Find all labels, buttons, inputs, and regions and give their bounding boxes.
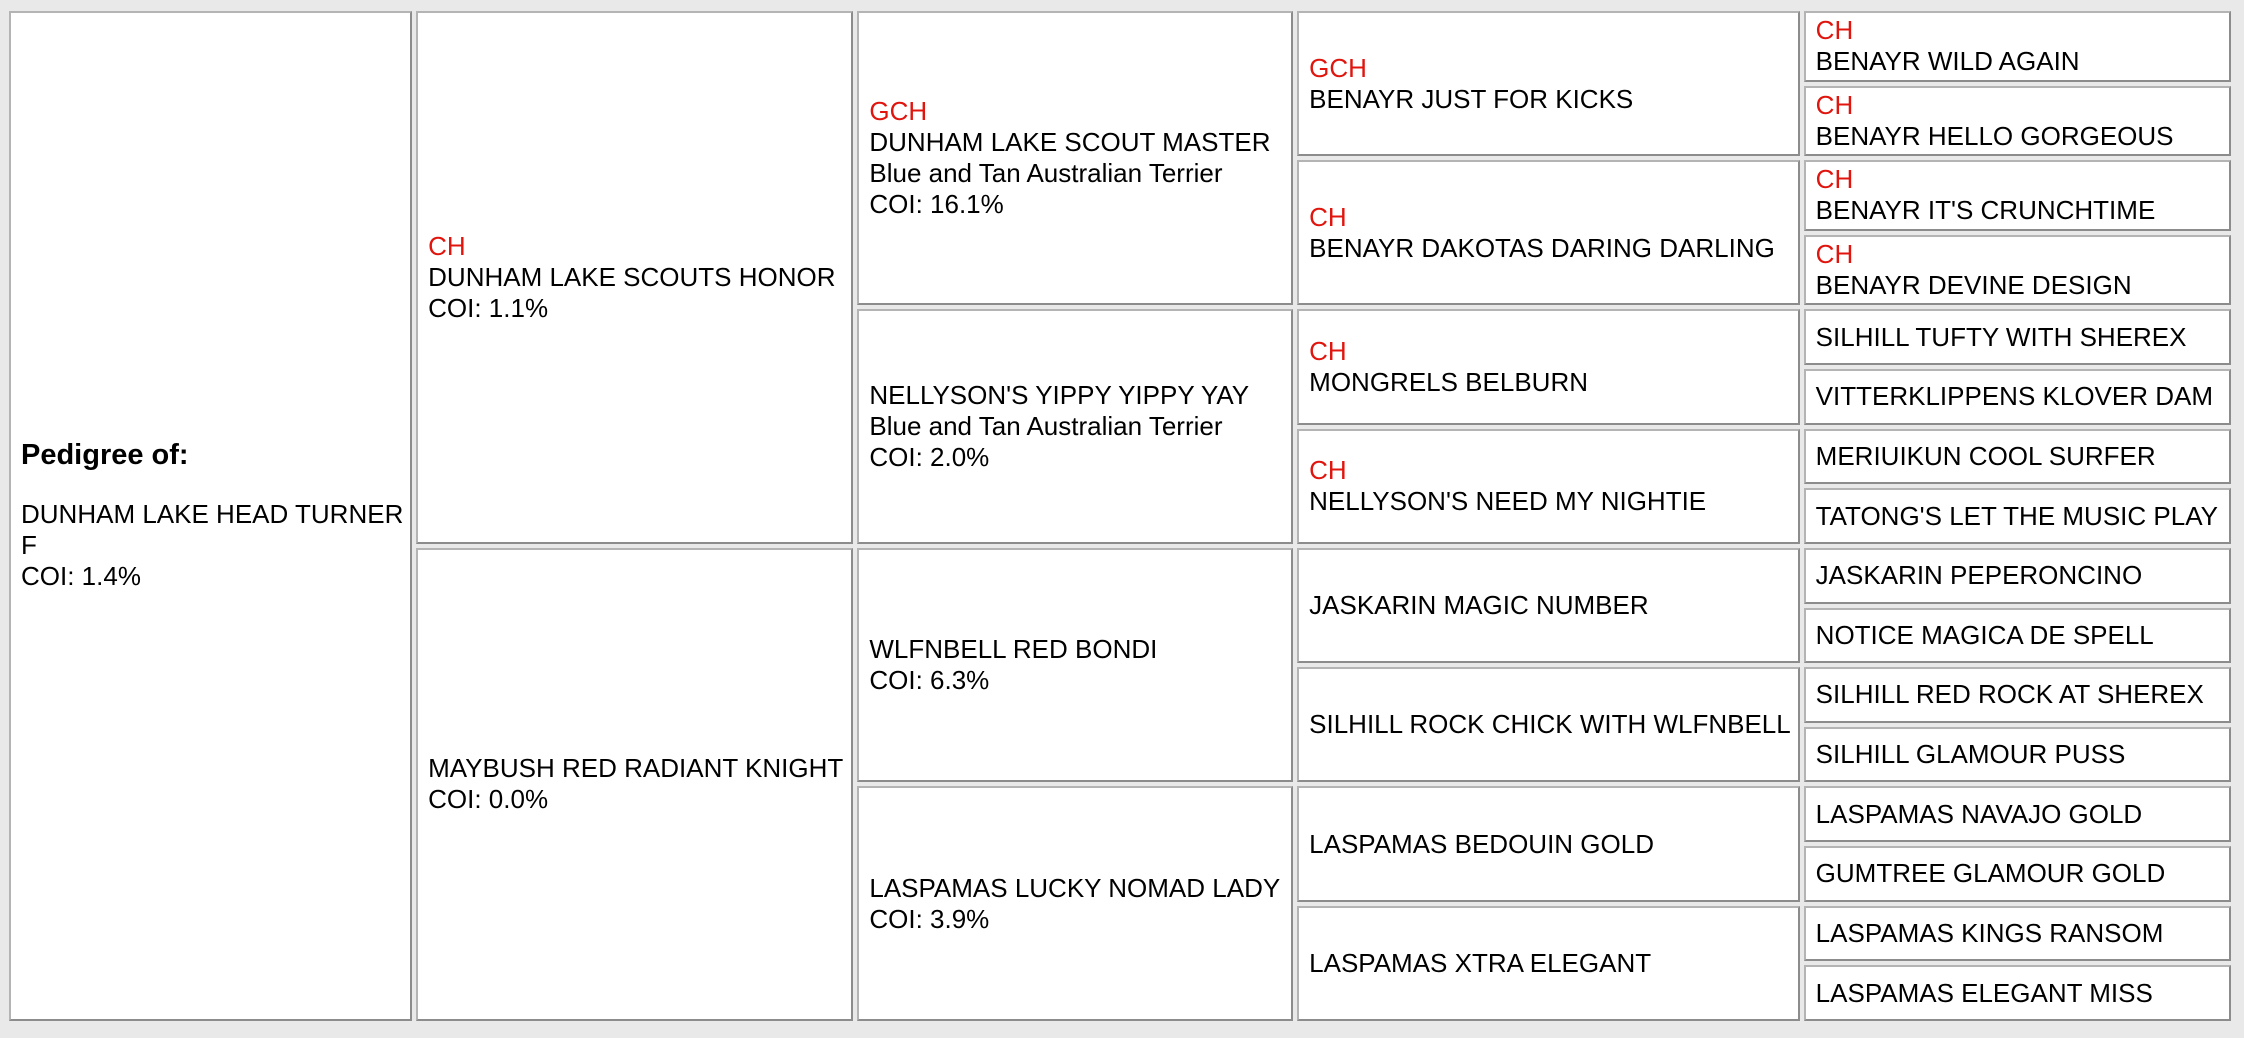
ggg-15-name[interactable]: LASPAMAS KINGS RANSOM bbox=[1815, 917, 2164, 948]
great-great-grandparent-cell-2 bbox=[1804, 86, 2231, 157]
subject-name[interactable]: DUNHAM LAKE HEAD TURNER bbox=[21, 499, 404, 529]
page-bottom-strip bbox=[0, 1024, 2244, 1038]
great-great-grandparent-cell-6 bbox=[1804, 369, 2231, 425]
grandparent-cell-1 bbox=[857, 11, 1293, 305]
ggg-16-name[interactable]: LASPAMAS ELEGANT MISS bbox=[1815, 977, 2153, 1008]
great-grandparent-4-name[interactable]: NELLYSON'S NEED MY NIGHTIE bbox=[1309, 486, 1707, 517]
grandparent-4-name[interactable]: LASPAMAS LUCKY NOMAD LADY bbox=[869, 872, 1281, 903]
great-great-grandparent-cell-16 bbox=[1804, 965, 2231, 1021]
ggg-9-name[interactable]: JASKARIN PEPERONCINO bbox=[1815, 560, 2143, 591]
grandparent-3-coi: COI: 6.3% bbox=[869, 665, 990, 696]
great-great-grandparent-cell-8 bbox=[1804, 488, 2231, 544]
great-grandparent-cell-5 bbox=[1297, 548, 1800, 663]
ggg-5-name[interactable]: SILHILL TUFTY WITH SHEREX bbox=[1815, 321, 2187, 352]
great-grandparent-1-name[interactable]: BENAYR JUST FOR KICKS bbox=[1309, 83, 1634, 114]
ggg-6-name[interactable]: VITTERKLIPPENS KLOVER DAM bbox=[1815, 381, 2213, 412]
great-great-grandparent-cell-11 bbox=[1804, 667, 2231, 723]
great-great-grandparent-cell-1 bbox=[1804, 11, 2231, 82]
great-grandparent-8-name[interactable]: LASPAMAS XTRA ELEGANT bbox=[1309, 947, 1652, 978]
great-grandparent-cell-7 bbox=[1297, 786, 1800, 901]
great-grandparent-cell-8 bbox=[1297, 906, 1800, 1021]
great-great-grandparent-cell-4 bbox=[1804, 235, 2231, 306]
sire-coi: COI: 1.1% bbox=[428, 292, 549, 323]
great-great-grandparent-cell-10 bbox=[1804, 608, 2231, 664]
pedigree-heading: Pedigree of: bbox=[21, 439, 189, 471]
sire-name[interactable]: DUNHAM LAKE SCOUTS HONOR bbox=[428, 261, 836, 292]
great-grandparent-cell-3 bbox=[1297, 309, 1800, 424]
grandparent-1-coi: COI: 16.1% bbox=[869, 189, 1004, 220]
great-great-grandparent-cell-12 bbox=[1804, 727, 2231, 783]
great-grandparent-4-title: CH bbox=[1309, 455, 1347, 486]
great-grandparent-3-name[interactable]: MONGRELS BELBURN bbox=[1309, 367, 1588, 397]
grandparent-cell-4 bbox=[857, 786, 1293, 1021]
subject-coi: COI: 1.4% bbox=[21, 561, 141, 591]
sire-cell bbox=[416, 11, 853, 544]
ggg-1-title: CH bbox=[1815, 15, 1854, 46]
sire-title: CH bbox=[428, 230, 466, 261]
ggg-3-title: CH bbox=[1815, 164, 1854, 195]
dam-cell bbox=[416, 548, 853, 1021]
great-great-grandparent-cell-9 bbox=[1804, 548, 2231, 604]
great-grandparent-cell-6 bbox=[1297, 667, 1800, 782]
ggg-14-name[interactable]: GUMTREE GLAMOUR GOLD bbox=[1815, 858, 2166, 889]
grandparent-cell-3 bbox=[857, 548, 1293, 783]
dam-name[interactable]: MAYBUSH RED RADIANT KNIGHT bbox=[428, 753, 844, 784]
grandparent-2-coi: COI: 2.0% bbox=[869, 442, 990, 473]
great-great-grandparent-cell-7 bbox=[1804, 429, 2231, 485]
ggg-8-name[interactable]: TATONG'S LET THE MUSIC PLAY bbox=[1815, 500, 2218, 531]
great-grandparent-cell-1 bbox=[1297, 11, 1800, 156]
grandparent-1-name[interactable]: DUNHAM LAKE SCOUT MASTER bbox=[869, 127, 1271, 158]
ggg-12-name[interactable]: SILHILL GLAMOUR PUSS bbox=[1815, 739, 2126, 770]
grandparent-1-breed: Blue and Tan Australian Terrier bbox=[869, 158, 1223, 189]
ggg-1-name[interactable]: BENAYR WILD AGAIN bbox=[1815, 46, 2080, 77]
great-grandparent-7-name[interactable]: LASPAMAS BEDOUIN GOLD bbox=[1309, 828, 1654, 859]
subject-sex: F bbox=[21, 530, 37, 560]
great-grandparent-3-title: CH bbox=[1309, 336, 1347, 366]
great-grandparent-2-name[interactable]: BENAYR DAKOTAS DARING DARLING bbox=[1309, 232, 1775, 263]
great-grandparent-6-name[interactable]: SILHILL ROCK CHICK WITH WLFNBELL bbox=[1309, 709, 1791, 740]
subject-cell bbox=[9, 11, 412, 1021]
ggg-2-name[interactable]: BENAYR HELLO GORGEOUS bbox=[1815, 120, 2174, 151]
ggg-4-name[interactable]: BENAYR DEVINE DESIGN bbox=[1815, 270, 2132, 301]
great-grandparent-cell-2 bbox=[1297, 160, 1800, 305]
grandparent-2-name[interactable]: NELLYSON'S YIPPY YIPPY YAY bbox=[869, 380, 1250, 411]
great-great-grandparent-cell-14 bbox=[1804, 846, 2231, 902]
ggg-2-title: CH bbox=[1815, 89, 1854, 120]
grandparent-1-title: GCH bbox=[869, 96, 928, 127]
ggg-4-title: CH bbox=[1815, 239, 1854, 270]
grandparent-cell-2 bbox=[857, 309, 1293, 544]
great-great-grandparent-cell-13 bbox=[1804, 786, 2231, 842]
dam-coi: COI: 0.0% bbox=[428, 784, 549, 815]
ggg-7-name[interactable]: MERIUIKUN COOL SURFER bbox=[1815, 440, 2156, 471]
grandparent-4-coi: COI: 3.9% bbox=[869, 903, 990, 934]
ggg-3-name[interactable]: BENAYR IT'S CRUNCHTIME bbox=[1815, 195, 2156, 226]
grandparent-3-name[interactable]: WLFNBELL RED BONDI bbox=[869, 634, 1158, 665]
great-grandparent-5-name[interactable]: JASKARIN MAGIC NUMBER bbox=[1309, 590, 1649, 620]
grandparent-2-breed: Blue and Tan Australian Terrier bbox=[869, 411, 1223, 442]
ggg-11-name[interactable]: SILHILL RED ROCK AT SHEREX bbox=[1815, 679, 2204, 710]
great-great-grandparent-cell-5 bbox=[1804, 309, 2231, 365]
ggg-13-name[interactable]: LASPAMAS NAVAJO GOLD bbox=[1815, 798, 2143, 829]
ggg-10-name[interactable]: NOTICE MAGICA DE SPELL bbox=[1815, 619, 2154, 650]
great-great-grandparent-cell-15 bbox=[1804, 906, 2231, 962]
great-great-grandparent-cell-3 bbox=[1804, 160, 2231, 231]
great-grandparent-2-title: CH bbox=[1309, 201, 1347, 232]
pedigree-table bbox=[5, 7, 2235, 1025]
great-grandparent-1-title: GCH bbox=[1309, 52, 1367, 83]
great-grandparent-cell-4 bbox=[1297, 429, 1800, 544]
